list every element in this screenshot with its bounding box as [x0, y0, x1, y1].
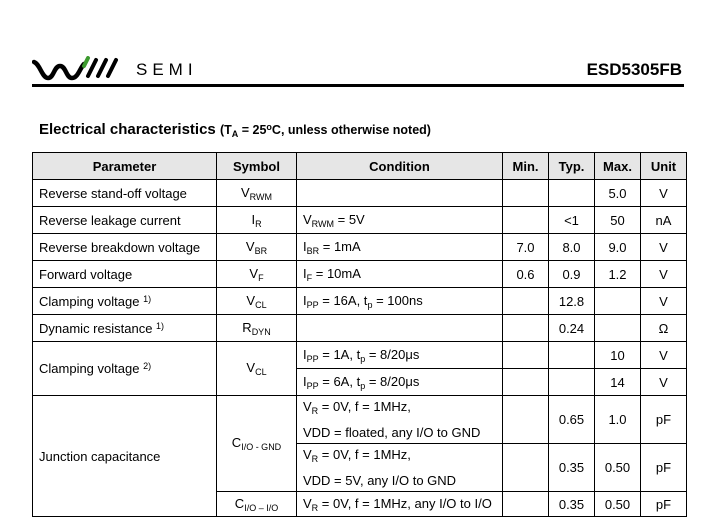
- cell-max: 0.50: [595, 492, 641, 517]
- table-header-row: [33, 153, 687, 180]
- brand-text: SEMI: [136, 60, 198, 79]
- cell-min: [503, 342, 549, 369]
- cell-condition: [297, 315, 503, 342]
- cell-parameter: Forward voltage: [33, 261, 217, 288]
- header-rule: [32, 84, 684, 87]
- cell-symbol: $V_{BR}$: [217, 234, 297, 261]
- electrical-characteristics-table: [32, 152, 687, 517]
- cell-symbol: $R_{DYN}$: [217, 315, 297, 342]
- section-title: [39, 121, 431, 139]
- cell-min: [503, 444, 549, 492]
- cell-symbol: $V_{CL}$: [217, 288, 297, 315]
- cell-max: 1.0: [595, 396, 641, 444]
- col-header-max: Max.: [595, 153, 641, 180]
- cell-min: [503, 180, 549, 207]
- cell-parameter: Clamping voltage $^{1)}$: [33, 288, 217, 315]
- cell-unit: V: [641, 288, 687, 315]
- cell-unit: pF: [641, 444, 687, 492]
- cell-parameter: Reverse leakage current: [33, 207, 217, 234]
- cell-typ: 0.35: [549, 492, 595, 517]
- cell-unit: pF: [641, 492, 687, 517]
- cell-symbol: $V_F$: [217, 261, 297, 288]
- cell-symbol: $C_{I/O - I/O}$: [217, 492, 297, 517]
- cell-min: 7.0: [503, 234, 549, 261]
- cell-condition: $I_{PP} = 16A$, $t_p = 100ns$: [297, 288, 503, 315]
- cell-max: 10: [595, 342, 641, 369]
- col-header-symbol: Symbol: [217, 153, 297, 180]
- cell-typ: 0.24: [549, 315, 595, 342]
- cell-symbol: $C_{I/O - GND}$: [217, 396, 297, 492]
- cell-min: [503, 315, 549, 342]
- section-title-text: Electrical characteristics: [39, 121, 216, 138]
- cell-parameter: Reverse breakdown voltage: [33, 234, 217, 261]
- col-header-parameter: Parameter: [33, 153, 217, 180]
- cell-min: 0.6: [503, 261, 549, 288]
- cell-min: [503, 288, 549, 315]
- cell-min: [503, 369, 549, 396]
- cell-unit: V: [641, 261, 687, 288]
- part-number: ESD5305FB: [586, 60, 682, 79]
- table-row: [33, 288, 687, 315]
- cell-max: [595, 288, 641, 315]
- cell-parameter: Clamping voltage $^{2)}$: [33, 342, 217, 396]
- cell-unit: pF: [641, 396, 687, 444]
- cell-typ: 12.8: [549, 288, 595, 315]
- cell-min: [503, 207, 549, 234]
- cell-typ: 0.35: [549, 444, 595, 492]
- cell-max: 9.0: [595, 234, 641, 261]
- cell-condition: $V_R = 0V$, f = 1MHz, any I/O to I/O: [297, 492, 503, 517]
- cell-max: 5.0: [595, 180, 641, 207]
- cell-typ: [549, 369, 595, 396]
- table-body: [33, 180, 687, 517]
- cell-max: [595, 315, 641, 342]
- cell-unit: nA: [641, 207, 687, 234]
- cell-typ: 0.9: [549, 261, 595, 288]
- cell-condition: [297, 180, 503, 207]
- col-header-condition: Condition: [297, 153, 503, 180]
- cell-condition: $I_{PP} = 6A$, $t_p = 8/20\mu s$: [297, 369, 503, 396]
- cell-unit: V: [641, 369, 687, 396]
- table-row: [33, 261, 687, 288]
- table-row: [33, 396, 687, 444]
- cell-condition: $I_{BR} = 1mA$: [297, 234, 503, 261]
- col-header-min: Min.: [503, 153, 549, 180]
- table-row: [33, 207, 687, 234]
- cell-unit: V: [641, 342, 687, 369]
- cell-condition: $V_R = 0V$, f = 1MHz, VDD = 5V, any I/O to GND: [297, 444, 503, 492]
- cell-typ: 0.65: [549, 396, 595, 444]
- cell-typ: 8.0: [549, 234, 595, 261]
- col-header-unit: Unit: [641, 153, 687, 180]
- section-condition: ($T_A = 25^oC$, unless otherwise noted): [219, 122, 431, 139]
- cell-min: [503, 396, 549, 444]
- cell-max: 14: [595, 369, 641, 396]
- cell-unit: V: [641, 180, 687, 207]
- cell-symbol: $I_R$: [217, 207, 297, 234]
- cell-condition: $I_F = 10mA$: [297, 261, 503, 288]
- cell-unit: V: [641, 234, 687, 261]
- cell-min: [503, 492, 549, 517]
- cell-parameter: Junction capacitance: [33, 396, 217, 517]
- cell-condition: $V_R = 0V$, f = 1MHz, VDD = floated, any I/O to GND: [297, 396, 503, 444]
- cell-condition: $I_{PP} = 1A$, $t_p = 8/20\mu s$: [297, 342, 503, 369]
- cell-typ: [549, 180, 595, 207]
- cell-symbol: $V_{CL}$: [217, 342, 297, 396]
- cell-max: 0.50: [595, 444, 641, 492]
- table-row: [33, 342, 687, 369]
- cell-parameter: Reverse stand-off voltage: [33, 180, 217, 207]
- cell-unit: Ω: [641, 315, 687, 342]
- page-header: [32, 48, 684, 88]
- cell-max: 1.2: [595, 261, 641, 288]
- cell-max: 50: [595, 207, 641, 234]
- table-row: [33, 315, 687, 342]
- col-header-typ: Typ.: [549, 153, 595, 180]
- cell-parameter: Dynamic resistance $^{1)}$: [33, 315, 217, 342]
- cell-symbol: $V_{RWM}$: [217, 180, 297, 207]
- will-semi-logo-icon: [32, 56, 128, 82]
- cell-condition: $V_{RWM} = 5V$: [297, 207, 503, 234]
- cell-typ: <1: [549, 207, 595, 234]
- cell-typ: [549, 342, 595, 369]
- table-row: [33, 234, 687, 261]
- table-row: [33, 180, 687, 207]
